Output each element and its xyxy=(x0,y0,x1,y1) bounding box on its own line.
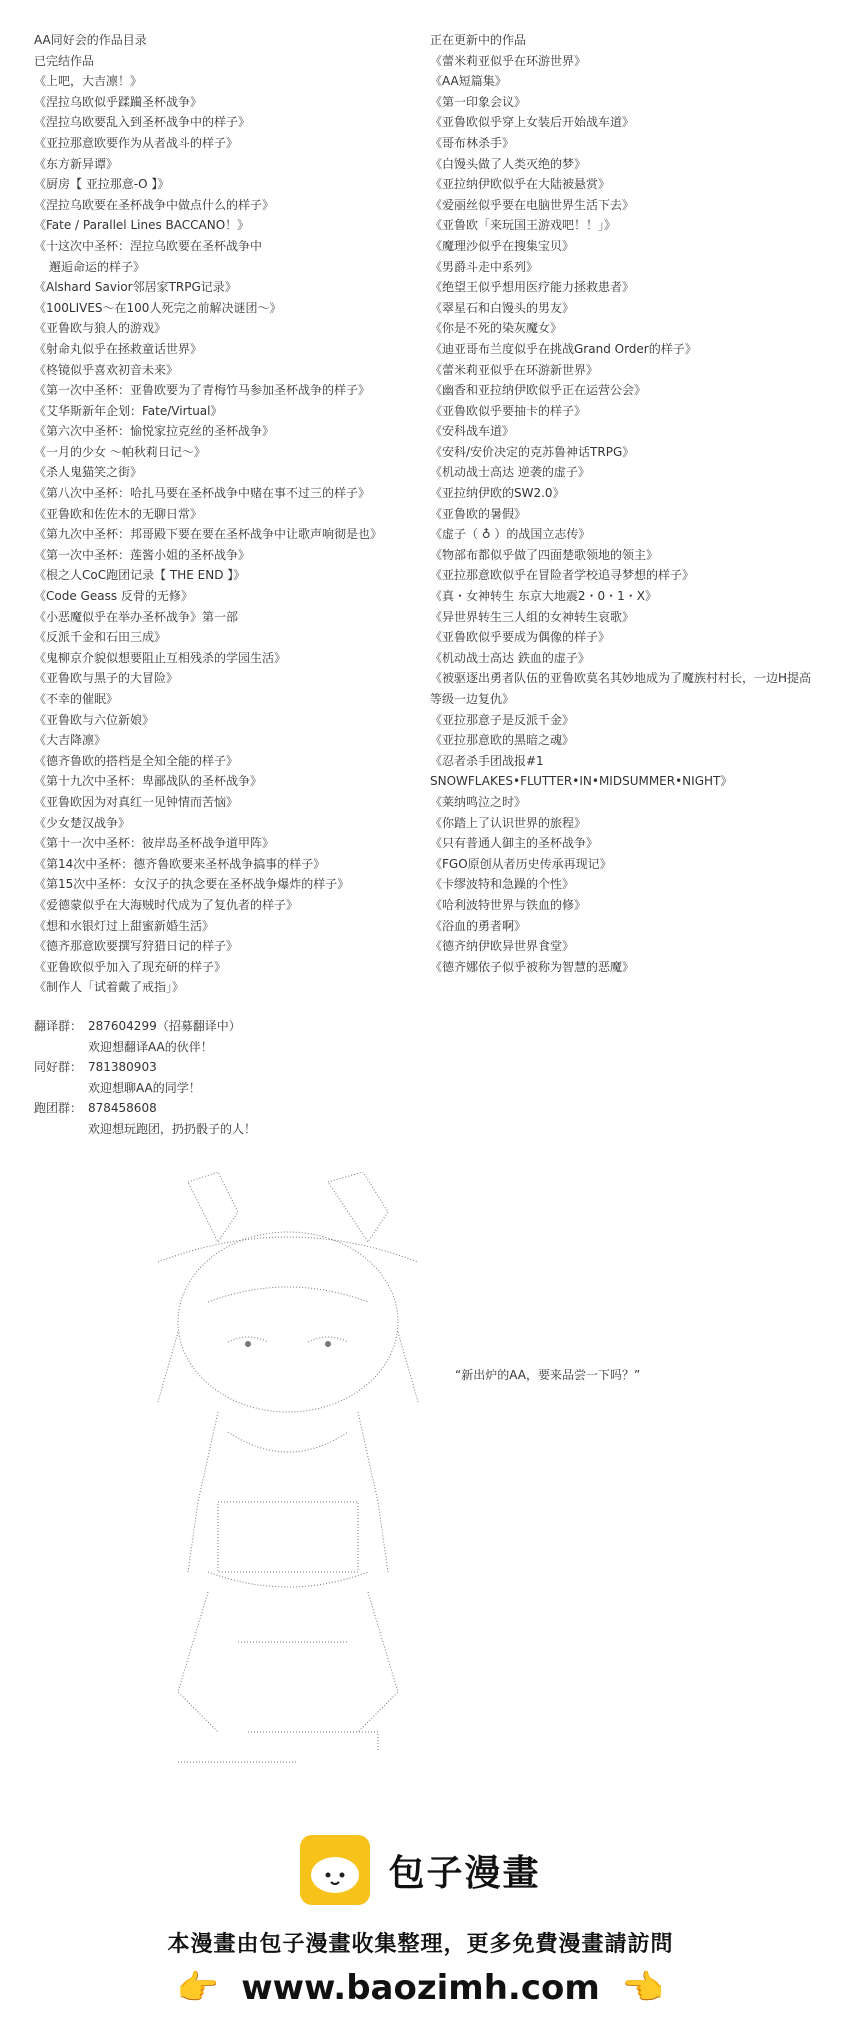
work-title-item: 《亚鲁欧因为对真红一见钟情而苦恼》 xyxy=(34,794,239,809)
work-title-item: 《反派千金和石田三成》 xyxy=(34,630,167,645)
site-url-link[interactable]: www.baozimh.com xyxy=(241,1968,600,2008)
work-title-item: 《忍者杀手团战报#1 SNOWFLAKES•FLUTTER•IN•MIDSUMMER•NIGHT》 xyxy=(430,753,733,789)
work-title-item: 《小恶魔似乎在举办圣杯战争》第一部 xyxy=(34,609,239,624)
work-title-item: 《亚鲁欧与狼人的游戏》 xyxy=(34,321,167,336)
work-title-item: 《物部布都似乎做了四面楚歌领地的领主》 xyxy=(430,547,659,562)
brand-name: 包子漫畫 xyxy=(388,1851,541,1894)
work-title-item: 《厨房【 亚拉那意-O 】》 xyxy=(34,177,170,192)
work-title-item: 《杀人鬼猫笑之街》 xyxy=(34,465,143,480)
ascii-art-character xyxy=(148,1172,428,1772)
work-title-item: 《亚鲁欧似乎加入了现充研的样子》 xyxy=(34,959,227,974)
ongoing-works-list xyxy=(430,51,820,978)
work-title-item: 《浴血的勇者啊》 xyxy=(430,918,527,933)
completed-works-column xyxy=(34,30,429,998)
work-title-item: 《魔理沙似乎在搜集宝贝》 xyxy=(430,238,575,253)
work-title-item: 《第14次中圣杯：德齐鲁欧要来圣杯战争搞事的样子》 xyxy=(34,856,326,871)
work-title-item: 《亚鲁欧似乎要抽卡的样子》 xyxy=(430,403,587,418)
work-title-item: 《第十一次中圣杯：彼岸岛圣杯战争道甲阵》 xyxy=(34,836,275,851)
group-trpg xyxy=(34,1098,256,1139)
work-title-item: 《涅拉乌欧似乎蹂躏圣杯战争》 xyxy=(34,94,203,109)
ascii-art-figure xyxy=(148,1172,428,1772)
work-title-item: 《FGO原创从者历史传承再现记》 xyxy=(430,856,612,871)
group-number: 878458608 xyxy=(88,1101,157,1116)
catalog-title: AA同好会的作品目录 xyxy=(34,33,147,47)
work-title-item: 《亚鲁欧与黑子的大冒险》 xyxy=(34,671,179,686)
work-title-item: 《德齐那意欧要撰写狩猎日记的样子》 xyxy=(34,939,239,954)
ongoing-section-title: 正在更新中的作品 xyxy=(430,33,527,47)
work-title-item: 《爱德蒙似乎在大海贼时代成为了复仇者的样子》 xyxy=(34,897,299,912)
bun-logo-icon xyxy=(300,1835,370,1905)
work-title-item: 《Fate / Parallel Lines BACCANO！》 xyxy=(34,218,250,233)
completed-section-title: 已完结作品 xyxy=(34,53,95,68)
group-translation xyxy=(34,1016,256,1057)
work-title-item: 《涅拉乌欧要乱入到圣杯战争中的样子》 xyxy=(34,115,251,130)
group-label: 翻译群： xyxy=(34,1019,83,1033)
work-title-item: 《你踏上了认识世界的旅程》 xyxy=(430,815,587,830)
work-title-item: 《翠星石和白馒头的男友》 xyxy=(430,300,575,315)
work-title-item: 《不幸的催眠》 xyxy=(34,692,119,706)
work-title-item: 《想和水银灯过上甜蜜新婚生活》 xyxy=(34,918,215,933)
work-title-item: 《根之人CoC跑团记录【 THE END 】》 xyxy=(34,568,246,583)
work-title-item: 《一月的少女 ～帕秋莉日记～》 xyxy=(34,444,206,459)
work-title-item: 《异世界转生三人组的女神转生哀歌》 xyxy=(430,609,635,624)
group-note: 欢迎想玩跑团，扔扔骰子的人！ xyxy=(88,1121,257,1136)
work-title-item: 《第一印象会议》 xyxy=(430,94,527,109)
work-title-item: 《亚拉那意子是反派千金》 xyxy=(430,712,575,727)
work-title-item: 《东方新异谭》 xyxy=(34,156,119,171)
work-title-item: 《亚拉那意欧的黑暗之魂》 xyxy=(430,733,575,748)
work-title-item: 《绝望王似乎想用医疗能力拯救患者》 xyxy=(430,280,635,295)
work-title-item: 《哥布林杀手》 xyxy=(430,135,515,150)
work-title-item: 《Code Geass 反骨的无修》 xyxy=(34,589,193,604)
work-title-item: 《亚鲁欧和佐佐木的无聊日常》 xyxy=(34,506,203,521)
site-footer xyxy=(0,1835,841,2008)
work-title-item: 《被驱逐出勇者队伍的亚鲁欧莫名其妙地成为了魔族村村长，一边H提高等级一边复仇》 xyxy=(430,671,812,706)
pointing-left-icon: 👈 xyxy=(621,1968,665,2008)
work-title-item: 《少女楚汉战争》 xyxy=(34,815,131,830)
brand-row xyxy=(0,1835,841,1905)
work-title-item: 《你是不死的染灰魔女》 xyxy=(430,321,563,336)
work-title-item: 《艾华斯新年企划：Fate/Virtual》 xyxy=(34,403,223,418)
work-title-item: 《亚鲁欧似乎要成为偶像的样子》 xyxy=(430,630,611,645)
work-title-item: 《涅拉乌欧要在圣杯战争中做点什么的样子》 xyxy=(34,197,275,212)
work-title-item: 《亚鲁欧与六位新娘》 xyxy=(34,712,155,727)
work-title-item: 《迪亚哥布兰度似乎在挑战Grand Order的样子》 xyxy=(430,341,697,356)
work-title-item: 《莱纳鸣泣之时》 xyxy=(430,794,527,809)
pointing-right-icon: 👉 xyxy=(176,1968,220,2008)
work-title-item: 《AA短篇集》 xyxy=(430,74,507,89)
group-contacts xyxy=(34,1016,256,1140)
work-title-item: 邂逅命运的样子》 xyxy=(49,259,146,274)
work-title-item: 《亚鲁欧似乎穿上女装后开始战车道》 xyxy=(430,115,635,130)
work-title-item: 《第一次中圣杯：莲酱小姐的圣杯战争》 xyxy=(34,547,251,562)
work-title-item: 《制作人「试着戴了戒指」》 xyxy=(34,980,185,995)
url-row xyxy=(0,1968,841,2008)
work-title-item: 《第六次中圣杯：愉悦家拉克丝的圣杯战争》 xyxy=(34,424,275,439)
group-label: 同好群： xyxy=(34,1060,83,1075)
aa-speech-text: “新出炉的AA，要来品尝一下吗？” xyxy=(455,1368,641,1382)
work-title-item: 《亚拉那意欧似乎在冒险者学校追寻梦想的样子》 xyxy=(430,568,695,583)
work-title-item: 《真・女神转生 东京大地震2・0・1・X》 xyxy=(430,589,657,604)
footer-notice: 本漫畫由包子漫畫收集整理，更多免費漫畫請訪問 xyxy=(167,1932,674,1957)
work-title-item: 《幽香和亚拉纳伊欧似乎正在运营公会》 xyxy=(430,383,647,398)
work-title-item: 《德齐娜依子似乎被称为智慧的恶魔》 xyxy=(430,959,635,974)
work-title-item: 《十这次中圣杯：涅拉乌欧要在圣杯战争中 xyxy=(34,238,263,253)
work-title-item: 《德齐纳伊欧异世界食堂》 xyxy=(430,939,575,954)
work-title-item: 《亚拉那意欧要作为从者战斗的样子》 xyxy=(34,135,239,150)
work-title-item: 《安科战车道》 xyxy=(430,424,515,439)
bun-icon xyxy=(300,1835,370,1905)
work-title-item: 《第八次中圣杯：哈扎马要在圣杯战争中赌在事不过三的样子》 xyxy=(34,486,371,501)
work-title-item: 《爱丽丝似乎要在电脑世界生活下去》 xyxy=(430,197,635,212)
work-title-item: 《亚拉纳伊欧的SW2.0》 xyxy=(430,486,565,501)
work-title-item: 《机动战士高达 鉄血的虚子》 xyxy=(430,650,590,665)
ongoing-works-column xyxy=(430,30,820,977)
work-title-item: 《男爵斗走中系列》 xyxy=(430,259,539,274)
work-title-item: 《蕾米莉亚似乎在环游世界》 xyxy=(430,53,587,68)
work-title-item: 《第十九次中圣杯：卑鄙战队的圣杯战争》 xyxy=(34,774,263,789)
work-title-item: 《上吧，大吉凛！》 xyxy=(34,74,143,89)
group-number: 287604299（招募翻译中） xyxy=(88,1019,241,1033)
group-note: 欢迎想翻译AA的伙伴！ xyxy=(88,1039,213,1054)
work-title-item: 《亚鲁欧「来玩国王游戏吧！！」》 xyxy=(430,218,617,233)
work-title-item: 《卡缪波特和急躁的个性》 xyxy=(430,877,575,892)
work-title-item: 《蕾米莉亚似乎在环游新世界》 xyxy=(430,362,599,377)
work-title-item: 《鬼柳京介貌似想要阻止互相残杀的学园生活》 xyxy=(34,650,287,665)
work-title-item: 《柊镜似乎喜欢初音未来》 xyxy=(34,362,179,377)
work-title-item: 《第15次中圣杯：女汉子的执念要在圣杯战争爆炸的样子》 xyxy=(34,877,350,892)
completed-works-list xyxy=(34,71,429,998)
group-label: 跑团群： xyxy=(34,1101,83,1116)
work-title-item: 《射命丸似乎在拯救童话世界》 xyxy=(34,341,203,356)
work-title-item: 《机动战士高达 逆袭的虚子》 xyxy=(430,465,590,480)
group-note: 欢迎想聊AA的同学！ xyxy=(88,1080,201,1095)
work-title-item: 《哈利波特世界与铁血的修》 xyxy=(430,897,587,912)
group-fans xyxy=(34,1057,256,1098)
work-title-item: 《德齐鲁欧的搭档是全知全能的样子》 xyxy=(34,753,239,768)
work-title-item: 《只有普通人御主的圣杯战争》 xyxy=(430,836,599,851)
work-title-item: 《安科/安价决定的克苏鲁神话TRPG》 xyxy=(430,444,635,459)
work-title-item: 《第九次中圣杯：邦哥殿下要在要在圣杯战争中让歌声响彻是也》 xyxy=(34,527,383,542)
work-title-item: 《大吉降凛》 xyxy=(34,733,107,748)
work-title-item: 《亚鲁欧的暑假》 xyxy=(430,506,527,521)
work-title-item: 《虚子（ ♁ ）的战国立志传》 xyxy=(430,527,591,542)
group-number: 781380903 xyxy=(88,1060,157,1075)
work-title-item: 《100LIVES～在100人死完之前解决谜团～》 xyxy=(34,300,282,315)
work-title-item: 《第一次中圣杯：亚鲁欧要为了青梅竹马参加圣杯战争的样子》 xyxy=(34,383,371,398)
work-title-item: 《白馒头做了人类灭绝的梦》 xyxy=(430,156,587,171)
work-title-item: 《Alshard Savior邻居家TRPG记录》 xyxy=(34,280,237,295)
work-title-item: 《亚拉纳伊欧似乎在大陆被悬赏》 xyxy=(430,177,611,192)
